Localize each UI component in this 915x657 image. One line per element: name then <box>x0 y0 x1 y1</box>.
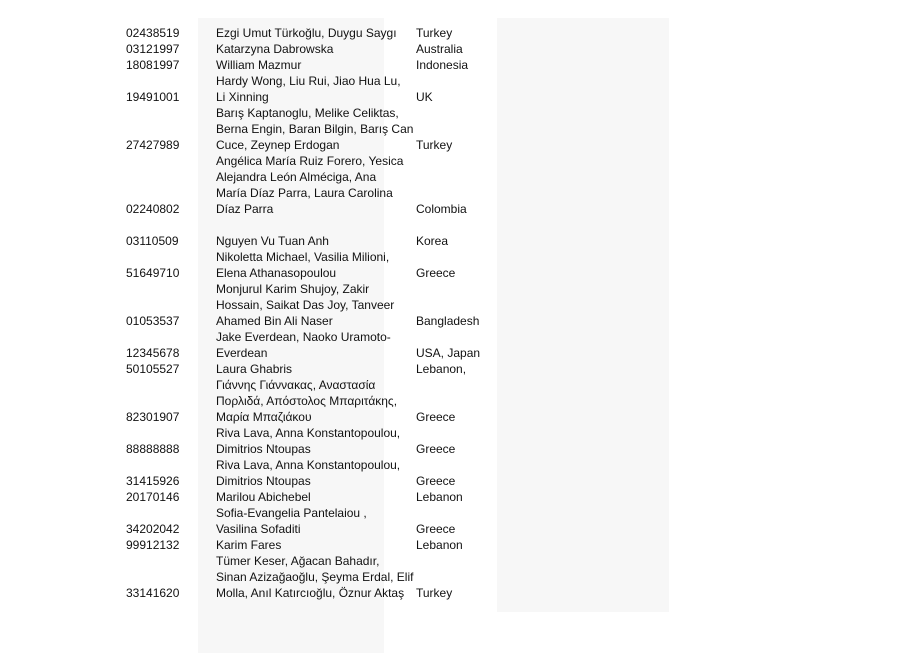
name-line: Berna Engin, Baran Bilgin, Barış Can <box>216 122 414 136</box>
entries-table <box>126 25 496 601</box>
name-line: Nikoletta Michael, Vasilia Milioni, <box>216 250 390 264</box>
entry-names <box>216 489 416 505</box>
entry-country: Indonesia <box>416 58 469 72</box>
entry-id: 20170146 <box>126 490 180 504</box>
entry-country: Turkey <box>416 26 453 40</box>
table-row <box>126 41 496 57</box>
entry-id: 33141620 <box>126 586 180 600</box>
name-line: Μαρία Μπαζιάκου <box>216 410 312 424</box>
entry-id: 01053537 <box>126 314 180 328</box>
table-row <box>126 281 496 329</box>
table-row <box>126 73 496 105</box>
entry-country: Turkey <box>416 138 453 152</box>
entry-id: 27427989 <box>126 138 180 152</box>
table-row <box>126 233 496 249</box>
name-line: Marilou Abichebel <box>216 490 311 504</box>
name-line: Molla, Anıl Katırcıoğlu, Öznur Aktaş <box>216 586 405 600</box>
table-row <box>126 249 496 281</box>
entry-names <box>216 505 416 537</box>
name-line: Nguyen Vu Tuan Anh <box>216 234 329 248</box>
entry-names <box>216 233 416 249</box>
entry-id: 12345678 <box>126 346 180 360</box>
name-line: María Díaz Parra, Laura Carolina <box>216 186 393 200</box>
name-line: Angélica María Ruiz Forero, Yesica <box>216 154 404 168</box>
table-row <box>126 489 496 505</box>
name-line: Πορλιδά, Απόστολος Μπαριτάκης, <box>216 394 398 408</box>
entry-names <box>216 105 416 153</box>
entry-names <box>216 25 416 41</box>
table-row <box>126 57 496 73</box>
entry-id: 02438519 <box>126 26 180 40</box>
entry-country: Colombia <box>416 202 467 216</box>
name-line: Riva Lava, Anna Konstantopoulou, <box>216 426 401 440</box>
table-row <box>126 329 496 361</box>
name-line: Hossain, Saikat Das Joy, Tanveer <box>216 298 395 312</box>
name-line: Cuce, Zeynep Erdogan <box>216 138 340 152</box>
entry-country: Bangladesh <box>416 314 480 328</box>
entry-names <box>216 361 416 377</box>
entry-names <box>216 73 416 105</box>
name-line: Monjurul Karim Shujoy, Zakir <box>216 282 370 296</box>
entry-id: 03110509 <box>126 234 179 248</box>
name-line: Γιάννης Γιάννακας, Αναστασία <box>216 378 376 392</box>
entry-id: 88888888 <box>126 442 180 456</box>
entry-id: 02240802 <box>126 202 180 216</box>
table-row <box>126 377 496 425</box>
name-line: Jake Everdean, Naoko Uramoto- <box>216 330 391 344</box>
table-row <box>126 537 496 553</box>
name-line: Li Xinning <box>216 90 269 104</box>
entry-names <box>216 249 416 281</box>
table-row <box>126 553 496 601</box>
entry-id: 51649710 <box>126 266 180 280</box>
entry-country: Australia <box>416 42 463 56</box>
name-line: Laura Ghabris <box>216 362 293 376</box>
name-line: Everdean <box>216 346 268 360</box>
entry-id: 82301907 <box>126 410 180 424</box>
table-row <box>126 25 496 41</box>
name-line: Karim Fares <box>216 538 282 552</box>
entry-id: 34202042 <box>126 522 180 536</box>
shaded-column-right <box>497 18 669 612</box>
entry-country: Lebanon <box>416 538 463 552</box>
entry-id: 31415926 <box>126 474 180 488</box>
name-line: Alejandra León Alméciga, Ana <box>216 170 377 184</box>
entry-names <box>216 425 416 457</box>
name-line: Hardy Wong, Liu Rui, Jiao Hua Lu, <box>216 74 401 88</box>
name-line: Ezgi Umut Türkoğlu, Duygu Saygı <box>216 26 397 40</box>
table-row <box>126 361 496 377</box>
name-line: Elena Athanasopoulou <box>216 266 337 280</box>
name-line: Katarzyna Dabrowska <box>216 42 334 56</box>
entry-id: 19491001 <box>126 90 180 104</box>
entry-country: Greece <box>416 410 456 424</box>
name-line: Riva Lava, Anna Konstantopoulou, <box>216 458 401 472</box>
entry-country: Greece <box>416 522 456 536</box>
table-row <box>126 425 496 457</box>
name-line: Dimitrios Ntoupas <box>216 442 311 456</box>
entry-country: Turkey <box>416 586 453 600</box>
entry-id: 03121997 <box>126 42 180 56</box>
entry-names <box>216 329 416 361</box>
entry-names <box>216 537 416 553</box>
entry-names <box>216 153 416 217</box>
table-row <box>126 105 496 153</box>
name-line: Sofia-Evangelia Pantelaiou , <box>216 506 367 520</box>
name-line: Díaz Parra <box>216 202 274 216</box>
entry-country: Korea <box>416 234 449 248</box>
entry-country: Greece <box>416 266 456 280</box>
entry-id: 18081997 <box>126 58 180 72</box>
entry-country: USA, Japan <box>416 346 481 360</box>
entry-id: 50105527 <box>126 362 180 376</box>
entry-names <box>216 57 416 73</box>
entry-country: Greece <box>416 474 456 488</box>
name-line: Tümer Keser, Ağacan Bahadır, <box>216 554 380 568</box>
name-line: Barış Kaptanoglu, Melike Celiktas, <box>216 106 399 120</box>
name-line: Dimitrios Ntoupas <box>216 474 311 488</box>
entry-names <box>216 41 416 57</box>
entry-names <box>216 281 416 329</box>
table-row <box>126 153 496 217</box>
name-line: Ahamed Bin Ali Naser <box>216 314 333 328</box>
entry-country: Greece <box>416 442 456 456</box>
name-line: Sinan Azizağaoğlu, Şeyma Erdal, Elif <box>216 570 414 584</box>
name-line: Vasilina Sofaditi <box>216 522 301 536</box>
entry-names <box>216 457 416 489</box>
table-row <box>126 505 496 537</box>
name-line: William Mazmur <box>216 58 302 72</box>
entry-country: Lebanon, <box>416 362 467 376</box>
entry-names <box>216 553 416 601</box>
entry-country: Lebanon <box>416 490 463 504</box>
entry-id: 99912132 <box>126 538 180 552</box>
entry-country: UK <box>416 90 433 104</box>
table-row <box>126 457 496 489</box>
entry-names <box>216 377 416 425</box>
